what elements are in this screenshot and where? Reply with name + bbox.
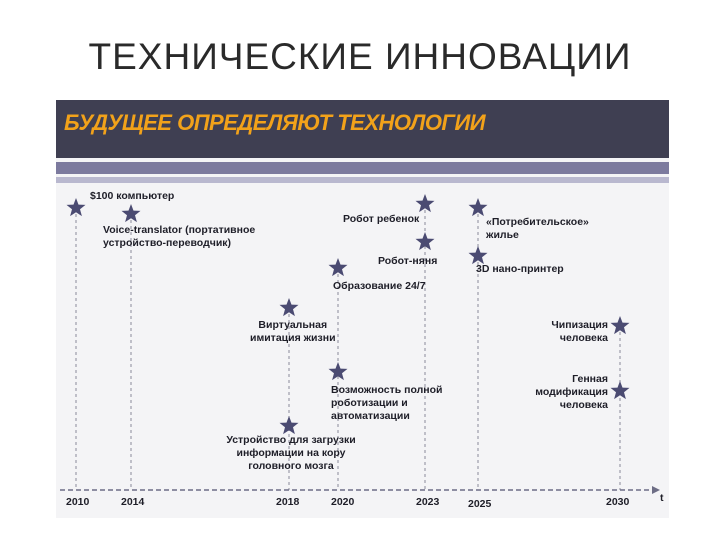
event-label-brain-upload-device: Устройство для загрузки информации на кору головного мозга [226, 434, 356, 472]
event-label-chipization: Чипизация человека [551, 319, 608, 344]
star-icon [611, 316, 630, 334]
year-label-2020: 2020 [331, 496, 355, 508]
year-label-2025: 2025 [468, 498, 492, 510]
event-label-gene-modification: Генная модификация человека [535, 373, 608, 411]
star-icon [280, 298, 299, 316]
year-label-2018: 2018 [276, 496, 300, 508]
event-label-education-24-7: Образование 24/7 [333, 280, 426, 292]
year-label-2010: 2010 [66, 496, 90, 508]
star-icon [329, 258, 348, 276]
axis-label-t: t [660, 492, 664, 504]
event-label-3d-nanoprinter: 3D нано-принтер [476, 263, 564, 275]
star-icon [122, 204, 141, 222]
year-label-2030: 2030 [606, 496, 630, 508]
timeline-slide [56, 100, 669, 518]
star-icon [416, 194, 435, 212]
event-label-virtual-life: Виртуальная имитация жизни [250, 319, 336, 344]
event-label-100-computer: $100 компьютер [90, 190, 175, 202]
event-label-robot-nanny: Робот-няня [378, 255, 438, 267]
star-icon [469, 246, 488, 264]
star-icon [469, 198, 488, 216]
page-title: ТЕХНИЧЕСКИЕ ИННОВАЦИИ [88, 36, 632, 77]
star-icon [611, 381, 630, 399]
event-label-robot-child: Робот ребенок [343, 213, 420, 225]
year-label-2023: 2023 [416, 496, 440, 508]
event-label-full-robotization: Возможность полной роботизации и автоматизации [331, 384, 443, 422]
star-icon [280, 416, 299, 434]
star-icon [67, 198, 86, 216]
event-label-consumer-housing: «Потребительское» жилье [486, 216, 589, 241]
axis-arrow-icon [652, 486, 660, 494]
year-label-2014: 2014 [121, 496, 145, 508]
banner-title: БУДУЩЕЕ ОПРЕДЕЛЯЮТ ТЕХНОЛОГИИ [64, 110, 486, 135]
event-label-voice-translator: Voice-translator (портативное устройство-переводчик) [103, 224, 256, 249]
